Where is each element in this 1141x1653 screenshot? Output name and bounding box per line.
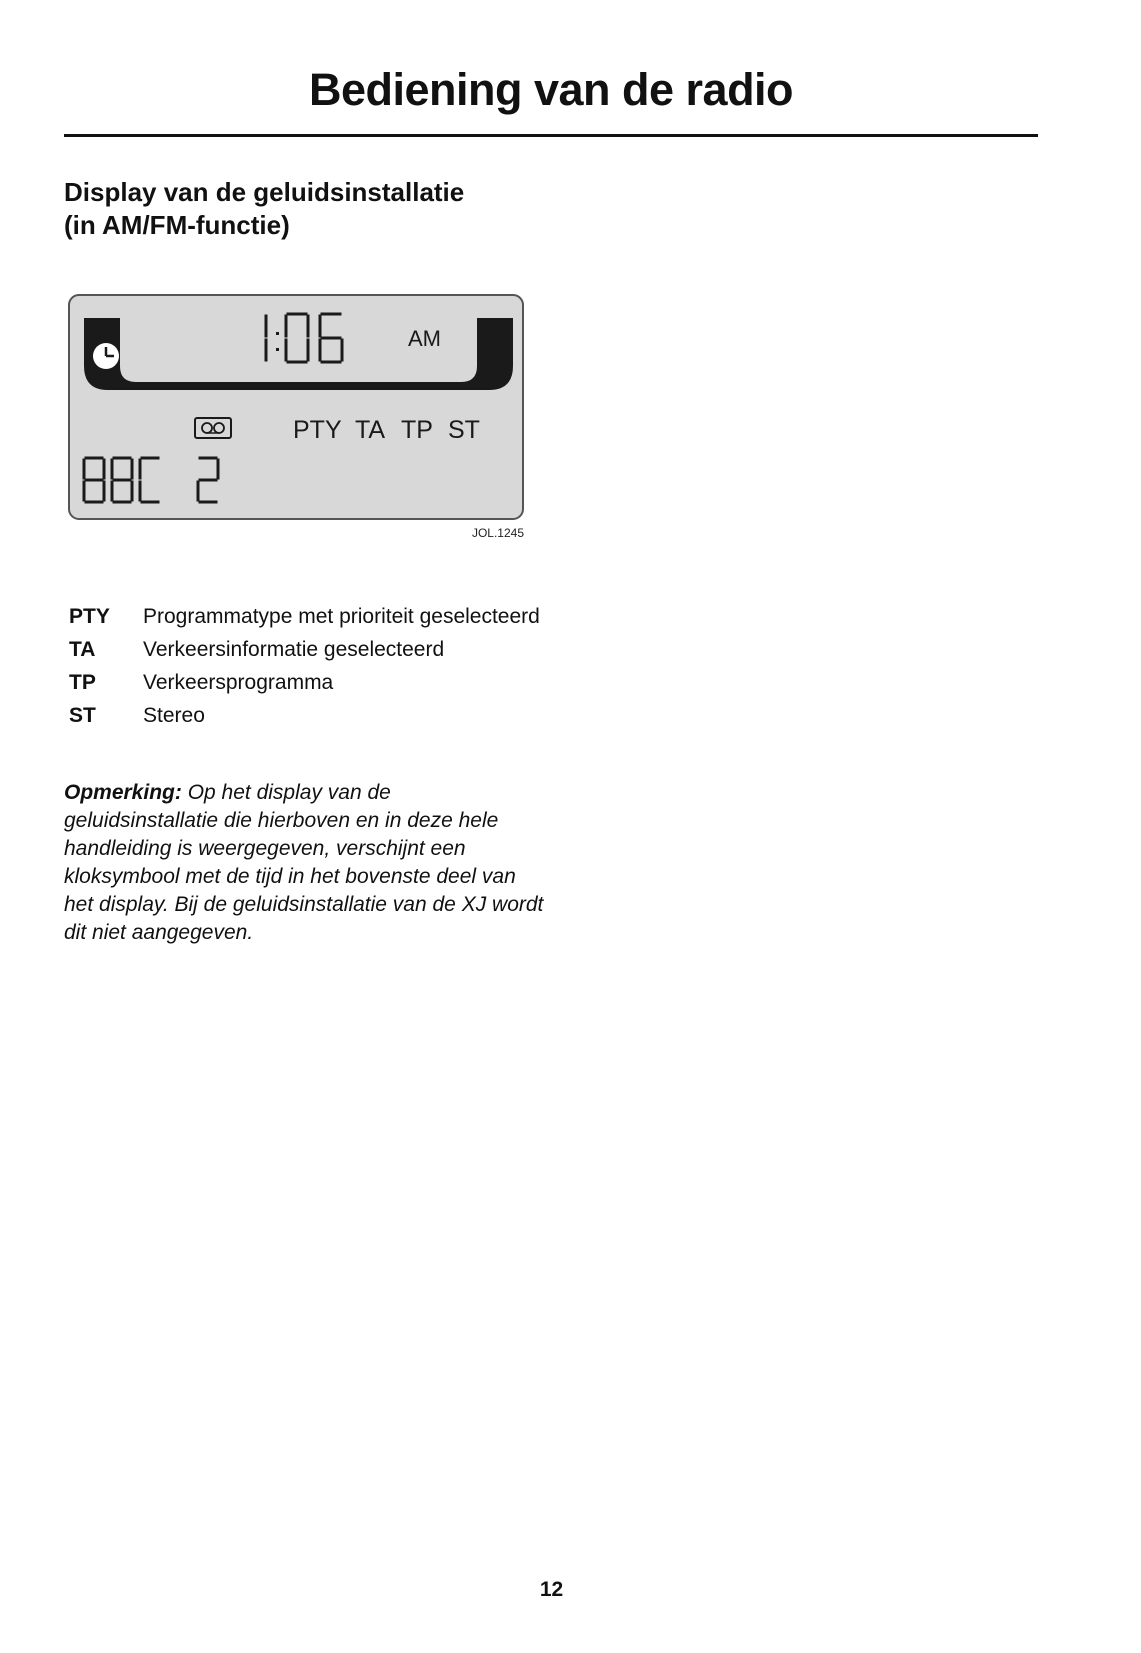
- time-colon-dot: [276, 348, 279, 351]
- indicator-ta: TA: [355, 416, 386, 444]
- period-indicator: AM: [408, 326, 441, 351]
- legend-description: Stereo: [143, 704, 205, 727]
- legend-code: TP: [69, 671, 96, 694]
- legend-row: [69, 603, 549, 631]
- section-heading-line-1: Display van de geluidsinstallatie: [64, 177, 465, 207]
- note-label: Opmerking:: [64, 781, 182, 804]
- section-heading-line-2: (in AM/FM-functie): [64, 210, 290, 240]
- audio-display-illustration: [68, 294, 524, 522]
- note-text: Op het display van de geluidsinstallatie die hierboven en in deze hele handleiding is weergegeven, verschijnt een kloksymbool met de tijd in het bovenste deel van het display. Bij de geluidsinstallatie van de XJ wordt dit niet aangegeven.: [64, 781, 544, 944]
- legend-description: Verkeersprogramma: [143, 671, 334, 694]
- page-number: 12: [539, 1578, 564, 1601]
- section-heading: [64, 176, 584, 242]
- legend-row: [69, 669, 549, 697]
- figure-reference: JOL.1245: [471, 526, 524, 540]
- legend-description: Programmatype met prioriteit geselecteerd: [143, 605, 540, 628]
- legend-code: TA: [69, 638, 96, 661]
- legend-code: ST: [69, 704, 96, 727]
- indicator-legend: [69, 603, 549, 735]
- legend-row: [69, 636, 549, 664]
- legend-row: [69, 702, 549, 730]
- page-title: Bediening van de radio: [308, 64, 794, 115]
- indicator-pty: PTY: [293, 416, 342, 444]
- title-divider: [64, 134, 1038, 137]
- time-colon-dot: [276, 332, 279, 335]
- clock-icon: [93, 343, 119, 369]
- indicator-st: ST: [448, 416, 480, 444]
- audio-display-figure: [68, 294, 524, 540]
- indicator-tp: TP: [401, 416, 433, 444]
- lcd-panel: [69, 295, 523, 519]
- legend-description: Verkeersinformatie geselecteerd: [143, 638, 445, 661]
- note-paragraph: [64, 779, 544, 947]
- legend-code: PTY: [69, 605, 110, 628]
